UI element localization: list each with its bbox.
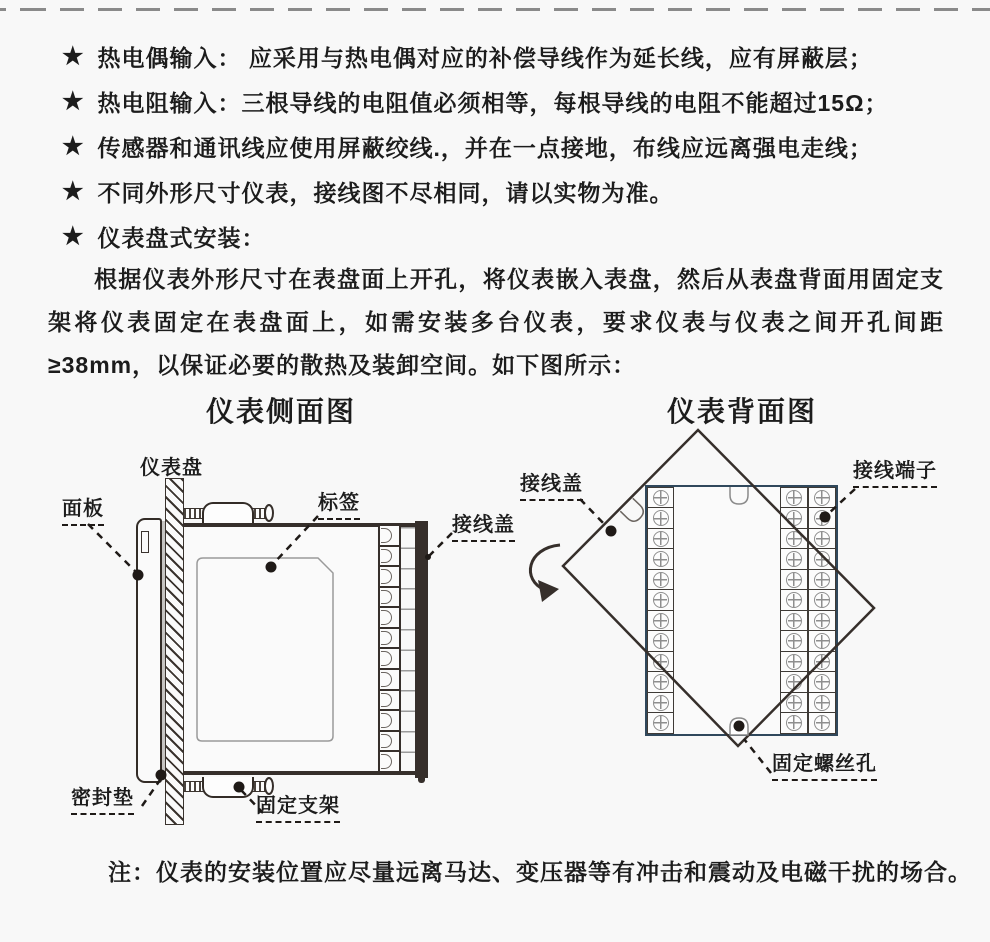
terminal-screw <box>808 630 836 652</box>
terminal-screw <box>808 712 836 734</box>
terminal-screw <box>647 610 674 632</box>
terminal-screw <box>808 610 836 632</box>
bullet-thermocouple <box>62 34 942 79</box>
terminal-contact <box>378 627 401 650</box>
terminal-contact <box>378 750 401 773</box>
side-terminal-column <box>378 524 401 773</box>
instrument-body <box>184 527 377 771</box>
leader-gasket <box>142 780 160 806</box>
label-screw-hole: 固定螺丝孔 <box>772 747 877 781</box>
label-terminal-cover-side: 接线盖 <box>452 508 515 542</box>
terminal-contact <box>378 586 401 609</box>
terminal-contact <box>378 565 401 588</box>
star-icon: ★ <box>62 222 85 250</box>
installation-paragraph: 根据仪表外形尺寸在表盘面上开孔，将仪表嵌入表盘，然后从表盘背面用固定支架将仪表固定在表盘面上，如需安装多台仪表，要求仪表与仪表之间开孔间距≥38mm，以保证必要的散热及装卸空间。如下图所示： <box>48 266 944 378</box>
bezel-clip <box>141 531 149 553</box>
terminal-screw <box>647 630 674 652</box>
bullet-text: 不同外形尺寸仪表，接线图不尽相同，请以实物为准。 <box>97 180 674 206</box>
terminal-contact <box>378 730 401 753</box>
leader-screw-hole <box>744 739 771 773</box>
star-icon: ★ <box>62 132 85 160</box>
bullet-dimensions <box>62 169 942 214</box>
terminal-screw <box>780 589 808 611</box>
terminal-screw <box>808 671 836 693</box>
bullet-panel-mount <box>62 214 942 259</box>
front-bezel <box>136 518 162 783</box>
terminal-screw <box>647 487 674 509</box>
terminal-screw <box>780 507 808 529</box>
bottom-note: 注：仪表的安装位置应尽量远离马达、变压器等有冲击和震动及电磁干扰的场合。 <box>108 859 972 885</box>
terminal-screw <box>780 651 808 673</box>
cover-notch <box>620 498 646 524</box>
top-dashed-divider <box>0 8 990 11</box>
terminal-contact <box>378 668 401 691</box>
terminal-contact <box>378 524 401 547</box>
terminal-screw <box>780 671 808 693</box>
leader-front-panel <box>88 524 135 571</box>
terminal-screw <box>647 651 674 673</box>
side-view-title: 仪表侧面图 <box>205 397 356 428</box>
mounting-panel-hatched <box>165 478 184 825</box>
terminal-screw <box>780 528 808 550</box>
terminal-contact <box>378 606 401 629</box>
terminal-screw <box>780 548 808 570</box>
star-icon: ★ <box>62 177 85 205</box>
fixing-bracket-top <box>202 502 254 523</box>
terminal-screw <box>808 548 836 570</box>
star-icon: ★ <box>62 87 85 115</box>
bullet-rtd <box>62 79 942 124</box>
terminal-screw <box>647 548 674 570</box>
terminal-contact <box>378 689 401 712</box>
leader-terminal-cover-side <box>429 533 452 556</box>
label-terminal-cover-back: 接线盖 <box>520 467 583 501</box>
label-front-panel: 面板 <box>62 492 104 526</box>
bullet-text: 传感器和通讯线应使用屏蔽绞线.，并在一点接地，布线应远离强电走线； <box>97 135 873 161</box>
label-label-tag: 标签 <box>318 486 360 520</box>
terminal-contact <box>378 647 401 670</box>
terminal-screw <box>808 487 836 509</box>
back-terminal-column-left <box>647 487 674 734</box>
terminal-screw <box>647 507 674 529</box>
bullet-text: 热电偶输入： 应采用与热电偶对应的补偿导线作为延长线，应有屏蔽层； <box>97 45 873 71</box>
terminal-contact <box>378 709 401 732</box>
bullet-text: 热电阻输入：三根导线的电阻值必须相等，每根导线的电阻不能超过15Ω； <box>97 90 889 116</box>
terminal-screw <box>647 528 674 550</box>
terminal-cover-bar <box>415 521 428 778</box>
terminal-screw <box>647 671 674 693</box>
back-terminal-column-right-inner <box>780 487 808 734</box>
leader-dot-terminal-cover-back <box>606 526 617 537</box>
terminal-screw <box>808 651 836 673</box>
bullet-sensor-wiring <box>62 124 942 169</box>
label-gasket: 密封垫 <box>71 781 134 815</box>
star-icon: ★ <box>62 42 85 70</box>
back-view-title: 仪表背面图 <box>666 397 817 428</box>
terminal-screw <box>808 589 836 611</box>
terminal-screw <box>808 692 836 714</box>
back-terminal-column-right-outer <box>808 487 836 734</box>
terminal-screw <box>808 569 836 591</box>
terminal-screw <box>647 712 674 734</box>
bullet-text: 仪表盘式安装： <box>97 225 266 251</box>
terminal-cover-pin <box>418 778 425 783</box>
rotation-arrow-head <box>538 580 559 602</box>
terminal-screw <box>647 589 674 611</box>
terminal-screw <box>780 569 808 591</box>
terminal-screw <box>780 692 808 714</box>
terminal-ladder <box>401 527 416 772</box>
leader-terminal-cover-back <box>580 499 608 528</box>
terminal-screw <box>780 487 808 509</box>
label-bracket: 固定支架 <box>256 789 340 823</box>
label-terminals: 接线端子 <box>853 454 937 488</box>
terminal-screw <box>647 569 674 591</box>
bullet-list <box>62 34 942 259</box>
label-panel: 仪表盘 <box>140 457 203 479</box>
rotation-arrow-arc <box>530 545 560 590</box>
terminal-contact <box>378 545 401 568</box>
terminal-screw <box>780 630 808 652</box>
terminal-screw <box>808 528 836 550</box>
terminal-screw <box>780 712 808 734</box>
fixing-bracket-bottom <box>202 777 254 798</box>
terminal-screw <box>780 610 808 632</box>
terminal-screw <box>647 692 674 714</box>
terminal-screw <box>808 507 836 529</box>
